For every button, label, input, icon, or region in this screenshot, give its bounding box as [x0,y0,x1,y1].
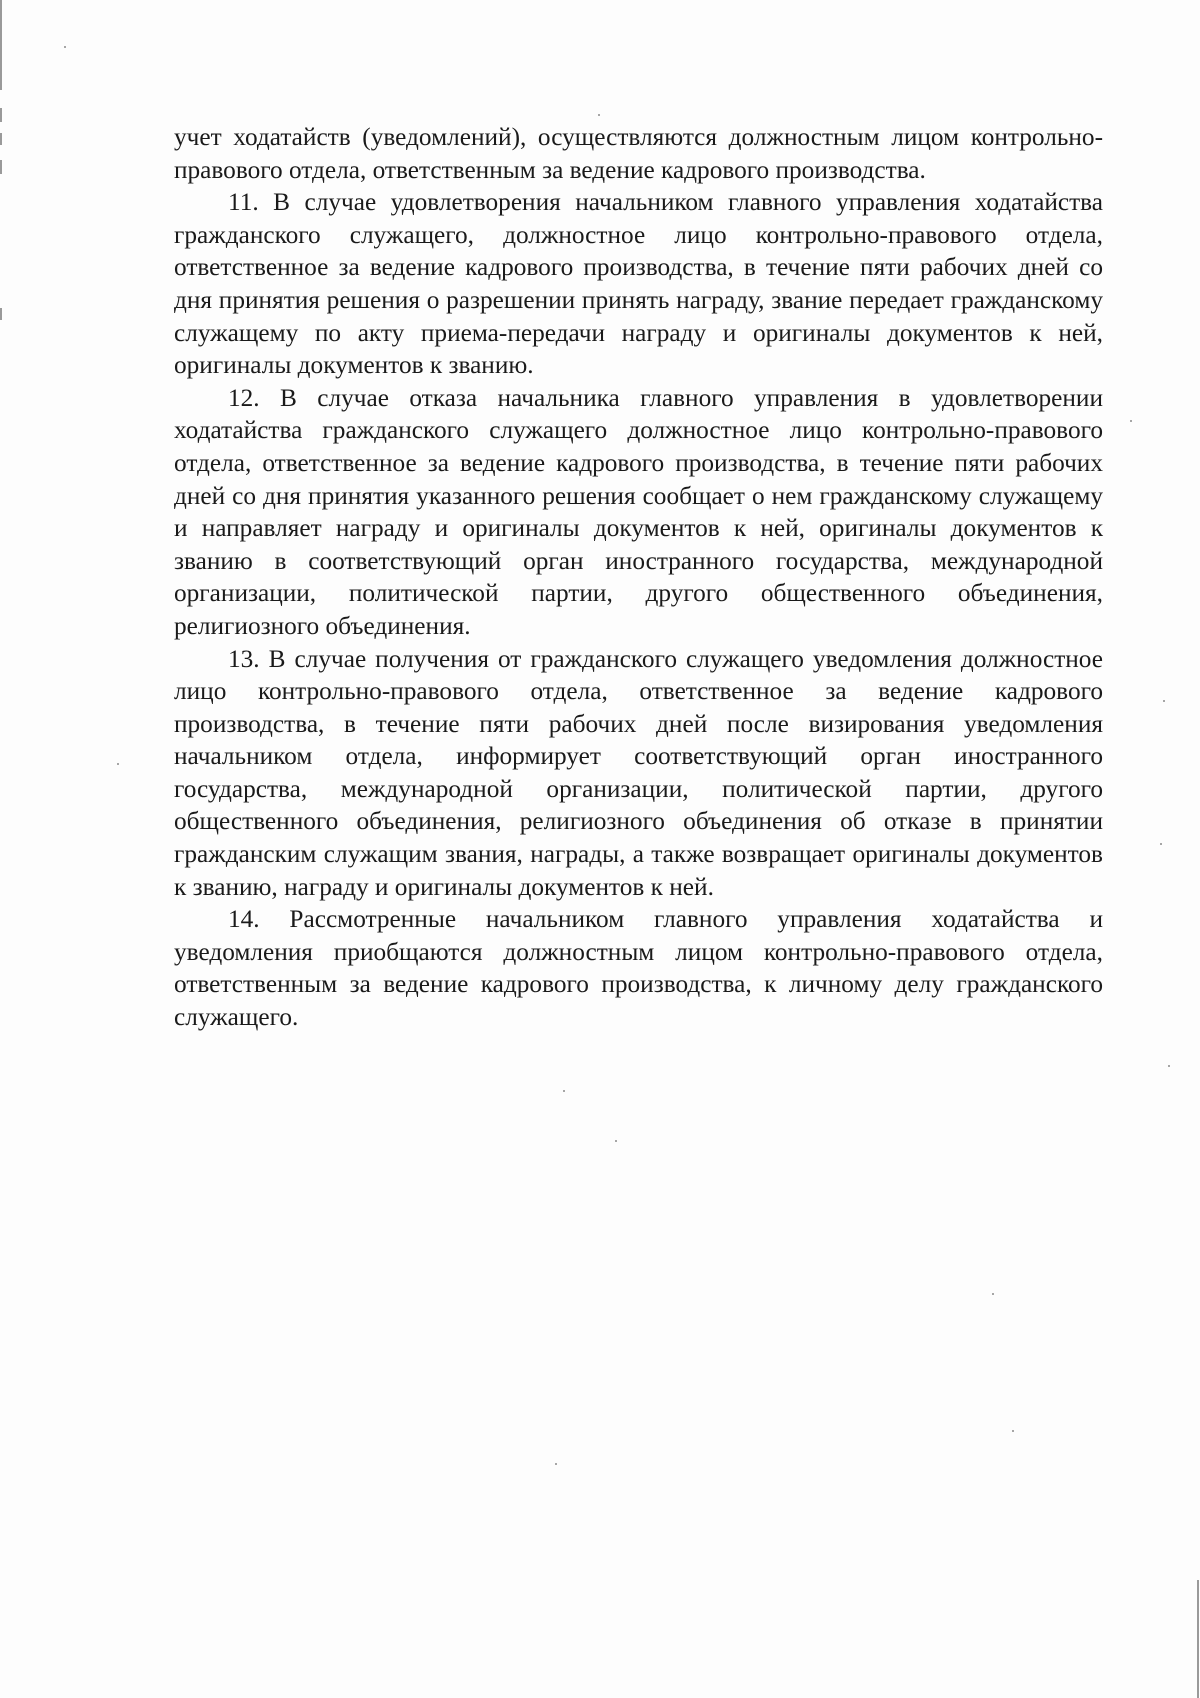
paragraph-item-14: 14. Рассмотренные начальником главного управления ходатайства и уведомления приобщаются должностным лицом контрольно-правового отдела, ответственным за ведение кадрового производства, к личному делу гражданского служащего. [174,905,1103,1032]
scan-speck [555,1463,557,1465]
scan-speck [1012,1430,1014,1432]
scan-speck [598,114,600,116]
paragraph-item-11: 11. В случае удовлетворения начальником главного управления ходатайства гражданского служащего, должностное лицо контрольно-правового отдела, ответственное за ведение кадрового производства, в течение пяти рабочих дней со дня принятия решения о разрешении принять награду, звание передает гражданскому служащему по акту приема-передачи награду и оригиналы документов к ней, оригиналы документов к званию. [174,188,1103,380]
scan-edge-mark [0,108,2,122]
document-body [174,121,1103,1034]
scan-edge-mark [0,133,2,145]
scan-speck [64,46,66,48]
paragraph-item-13: 13. В случае получения от гражданского служащего уведомления должностное лицо контрольно-правового отдела, ответственное за ведение кадрового производства, в течение пяти рабочих дней после визирования уведомления начальником отдела, информирует соответствующий орган иностранного государства, международной организации, политической партии, другого общественного объединения, религиозного объединения об отказе в принятии гражданским служащим звания, награды, а также возвращает оригиналы документов к званию, награду и оригиналы документов к ней. [174,644,1103,901]
scan-edge-mark [0,160,2,174]
scan-edge-mark [0,0,2,90]
scan-speck [563,1090,565,1092]
paragraph-item-12: 12. В случае отказа начальника главного управления в удовлетворении ходатайства гражданского служащего должностное лицо контрольно-правового отдела, ответственное за ведение кадрового производства, в течение пяти рабочих дней со дня принятия указанного решения сообщает о нем гражданскому служащему и направляет награду и оригиналы документов к ней, оригиналы документов к званию в соответствующий орган иностранного государства, международной организации, политической партии, другого общественного объединения, религиозного объединения. [174,383,1103,640]
scan-speck [992,1293,994,1295]
scan-speck [117,763,119,765]
scan-speck [1163,700,1165,702]
scan-speck [1130,420,1132,422]
scan-speck [1160,843,1162,845]
scan-edge-mark [0,308,2,320]
paragraph-continuation: учет ходатайств (уведомлений), осуществляются должностным лицом контрольно-правового отдела, ответственным за ведение кадрового производства. [174,123,1103,184]
scan-edge-mark [1197,1580,1199,1698]
scan-speck [1168,1065,1170,1067]
scan-speck [615,1140,617,1142]
